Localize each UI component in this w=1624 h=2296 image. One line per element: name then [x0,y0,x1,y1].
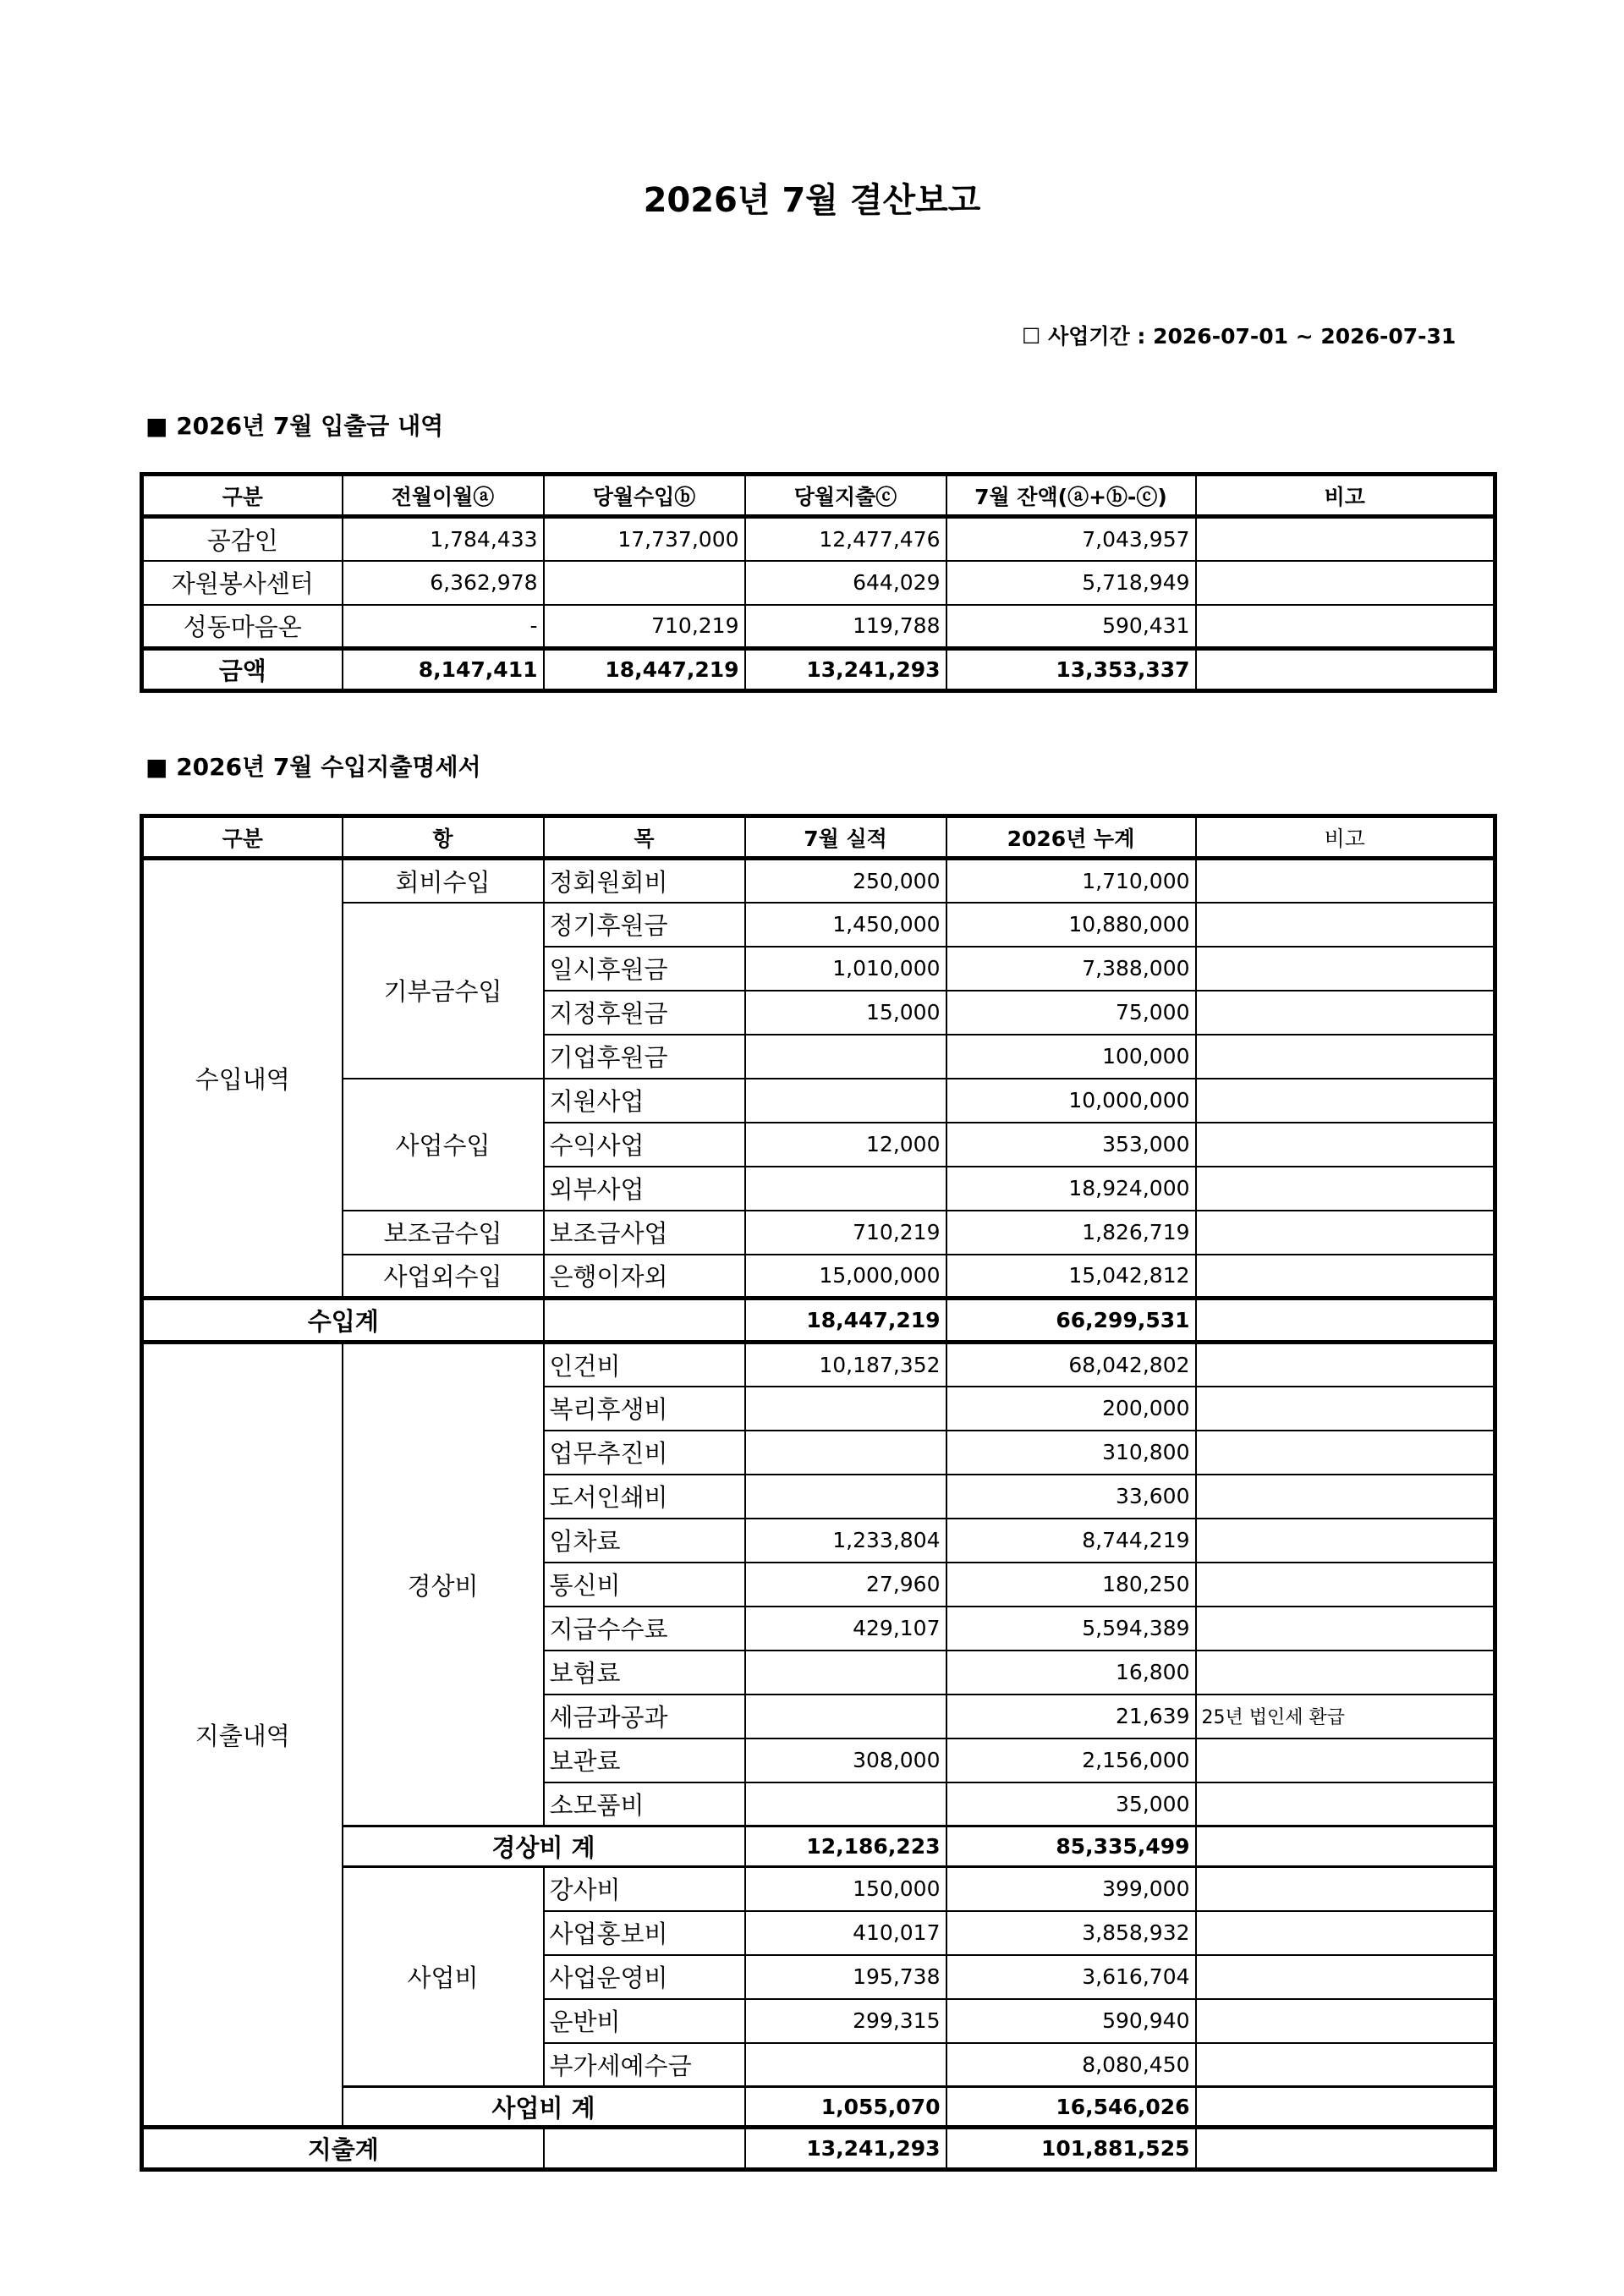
item-group: 회비수입 [343,859,544,903]
column-header: 7월 잔액(ⓐ+ⓑ-ⓒ) [946,475,1196,517]
sub-item: 인건비 [544,1343,745,1387]
month-amount: 710,219 [745,1211,946,1255]
amount-cell: 5,718,949 [946,561,1196,605]
cumulative-amount: 8,080,450 [946,2043,1196,2087]
table-header-row [142,475,1495,517]
item-group: 기부금수입 [343,903,544,1079]
cumulative-amount: 3,858,932 [946,1911,1196,1955]
month-amount: 15,000,000 [745,1255,946,1299]
cumulative-amount: 15,042,812 [946,1255,1196,1299]
note-cell [1196,1387,1495,1431]
note-cell [1196,1563,1495,1607]
expense-total-cumulative: 101,881,525 [946,2128,1196,2170]
sub-item: 지정후원금 [544,991,745,1035]
month-amount [745,1035,946,1079]
section2-heading: ■ 2026년 7월 수입지출명세서 [145,753,481,781]
cumulative-amount: 1,826,719 [946,1211,1196,1255]
cumulative-amount: 33,600 [946,1475,1196,1519]
amount-cell: 12,477,476 [745,517,946,561]
cumulative-amount: 68,042,802 [946,1343,1196,1387]
note-cell [1196,859,1495,903]
note-cell [1196,947,1495,991]
month-amount [745,1475,946,1519]
month-amount [745,1782,946,1826]
note-cell [1196,1431,1495,1475]
section1-heading: ■ 2026년 7월 입출금 내역 [145,412,444,440]
item-group: 사업수입 [343,1079,544,1211]
subtotal-row [142,1826,1495,1867]
note-cell [1196,1079,1495,1123]
month-amount [745,1695,946,1738]
amount-cell [544,561,745,605]
month-amount: 1,233,804 [745,1519,946,1563]
table-row [142,1211,1495,1255]
cumulative-amount: 21,639 [946,1695,1196,1738]
month-amount [745,1651,946,1695]
cumulative-amount: 180,250 [946,1563,1196,1607]
sub-item: 소모품비 [544,1782,745,1826]
month-amount [745,1167,946,1211]
column-header: 전월이월ⓐ [343,475,544,517]
table-row [142,605,1495,649]
note-cell [1196,1255,1495,1299]
business-period: ☐ 사업기간 : 2026-07-01 ~ 2026-07-31 [1022,324,1457,349]
empty-cell [1196,1826,1495,1867]
sub-item: 보조금사업 [544,1211,745,1255]
income-total-label: 수입계 [142,1299,544,1343]
table-row [142,1343,1495,1387]
income-total-month: 18,447,219 [745,1299,946,1343]
note-cell [1196,1035,1495,1079]
note-cell [1196,1519,1495,1563]
cumulative-amount: 2,156,000 [946,1738,1196,1782]
amount-cell [1196,605,1495,649]
sub-item: 지급수수료 [544,1607,745,1651]
cumulative-amount: 18,924,000 [946,1167,1196,1211]
sub-item: 부가세예수금 [544,2043,745,2087]
total-amount: 13,241,293 [745,649,946,691]
cumulative-amount: 35,000 [946,1782,1196,1826]
total-amount: 13,353,337 [946,649,1196,691]
month-amount: 250,000 [745,859,946,903]
income-expense-table [140,814,1497,2172]
expense-total-row [142,2128,1495,2170]
amount-cell: 1,784,433 [343,517,544,561]
row-label: 자원봉사센터 [142,561,343,605]
amount-cell: 644,029 [745,561,946,605]
note-cell [1196,1955,1495,1999]
amount-cell [1196,561,1495,605]
sub-item: 운반비 [544,1999,745,2043]
cumulative-amount: 10,000,000 [946,1079,1196,1123]
sub-item: 기업후원금 [544,1035,745,1079]
amount-cell: 6,362,978 [343,561,544,605]
sub-item: 세금과공과 [544,1695,745,1738]
month-amount: 299,315 [745,1999,946,2043]
sub-item: 사업홍보비 [544,1911,745,1955]
sub-item: 보험료 [544,1651,745,1695]
amount-cell [1196,517,1495,561]
row-label: 공감인 [142,517,343,561]
note-cell [1196,1738,1495,1782]
empty-cell [1196,2087,1495,2128]
item-group: 보조금수입 [343,1211,544,1255]
sub-item: 업무추진비 [544,1431,745,1475]
note-cell [1196,903,1495,947]
subtotal-row [142,2087,1495,2128]
cumulative-amount: 399,000 [946,1867,1196,1911]
note-cell [1196,1343,1495,1387]
table-row [142,859,1495,903]
amount-cell: 17,737,000 [544,517,745,561]
cumulative-amount: 1,710,000 [946,859,1196,903]
note-cell [1196,1867,1495,1911]
month-amount [745,1387,946,1431]
month-amount: 27,960 [745,1563,946,1607]
note-cell [1196,1607,1495,1651]
subtotal-cumulative: 16,546,026 [946,2087,1196,2128]
total-label: 금액 [142,649,343,691]
note-cell [1196,1782,1495,1826]
amount-cell: - [343,605,544,649]
column-header: 비고 [1196,475,1495,517]
sub-item: 외부사업 [544,1167,745,1211]
table-row [142,903,1495,947]
note-cell [1196,1911,1495,1955]
total-amount [1196,649,1495,691]
table-row [142,561,1495,605]
empty-cell [1196,1299,1495,1343]
note-cell [1196,1999,1495,2043]
note-cell [1196,1651,1495,1695]
income-category: 수입내역 [142,859,343,1299]
table-row [142,1255,1495,1299]
month-amount [745,1079,946,1123]
note-cell [1196,1475,1495,1519]
sub-item: 정회원회비 [544,859,745,903]
month-amount: 12,000 [745,1123,946,1167]
table-row [142,1867,1495,1911]
note-cell [1196,1211,1495,1255]
column-header: 항 [343,816,544,859]
cumulative-amount: 590,940 [946,1999,1196,2043]
sub-item: 사업운영비 [544,1955,745,1999]
subtotal-cumulative: 85,335,499 [946,1826,1196,1867]
cumulative-amount: 8,744,219 [946,1519,1196,1563]
amount-cell: 710,219 [544,605,745,649]
empty-cell [544,1299,745,1343]
empty-cell [1196,2128,1495,2170]
cumulative-amount: 16,800 [946,1651,1196,1695]
sub-item: 수익사업 [544,1123,745,1167]
expense-total-month: 13,241,293 [745,2128,946,2170]
income-total-cumulative: 66,299,531 [946,1299,1196,1343]
note-cell [1196,2043,1495,2087]
column-header: 구분 [142,816,343,859]
note-cell [1196,1123,1495,1167]
month-amount: 150,000 [745,1867,946,1911]
column-header: 구분 [142,475,343,517]
item-group: 사업비 [343,1867,544,2087]
sub-item: 임차료 [544,1519,745,1563]
sub-item: 은행이자외 [544,1255,745,1299]
item-group: 경상비 [343,1343,544,1826]
sub-item: 강사비 [544,1867,745,1911]
column-header: 비고 [1196,816,1495,859]
page-title: 2026년 7월 결산보고 [643,181,981,220]
item-group: 사업외수입 [343,1255,544,1299]
total-amount: 18,447,219 [544,649,745,691]
income-total-row [142,1299,1495,1343]
column-header: 당월지출ⓒ [745,475,946,517]
column-header: 목 [544,816,745,859]
month-amount: 1,010,000 [745,947,946,991]
table-header-row [142,816,1495,859]
cumulative-amount: 100,000 [946,1035,1196,1079]
month-amount: 15,000 [745,991,946,1035]
subtotal-month: 12,186,223 [745,1826,946,1867]
sub-item: 복리후생비 [544,1387,745,1431]
note-cell: 25년 법인세 환급 [1196,1695,1495,1738]
column-header: 7월 실적 [745,816,946,859]
cumulative-amount: 353,000 [946,1123,1196,1167]
sub-item: 정기후원금 [544,903,745,947]
cumulative-amount: 5,594,389 [946,1607,1196,1651]
column-header: 2026년 누계 [946,816,1196,859]
table-row [142,517,1495,561]
month-amount [745,1431,946,1475]
month-amount [745,2043,946,2087]
row-label: 성동마음온 [142,605,343,649]
table-row [142,1079,1495,1123]
sub-item: 통신비 [544,1563,745,1607]
cumulative-amount: 310,800 [946,1431,1196,1475]
month-amount: 429,107 [745,1607,946,1651]
subtotal-label: 경상비 계 [343,1826,745,1867]
column-header: 당월수입ⓑ [544,475,745,517]
month-amount: 195,738 [745,1955,946,1999]
amount-cell: 119,788 [745,605,946,649]
month-amount: 308,000 [745,1738,946,1782]
sub-item: 일시후원금 [544,947,745,991]
month-amount: 10,187,352 [745,1343,946,1387]
cumulative-amount: 200,000 [946,1387,1196,1431]
amount-cell: 7,043,957 [946,517,1196,561]
cumulative-amount: 10,880,000 [946,903,1196,947]
expense-category: 지출내역 [142,1343,343,2128]
sub-item: 보관료 [544,1738,745,1782]
sub-item: 지원사업 [544,1079,745,1123]
sub-item: 도서인쇄비 [544,1475,745,1519]
subtotal-month: 1,055,070 [745,2087,946,2128]
cumulative-amount: 3,616,704 [946,1955,1196,1999]
expense-total-label: 지출계 [142,2128,544,2170]
total-row [142,649,1495,691]
cumulative-amount: 7,388,000 [946,947,1196,991]
subtotal-label: 사업비 계 [343,2087,745,2128]
note-cell [1196,1167,1495,1211]
month-amount: 410,017 [745,1911,946,1955]
amount-cell: 590,431 [946,605,1196,649]
note-cell [1196,991,1495,1035]
cashflow-table [140,472,1497,693]
cumulative-amount: 75,000 [946,991,1196,1035]
total-amount: 8,147,411 [343,649,544,691]
empty-cell [544,2128,745,2170]
month-amount: 1,450,000 [745,903,946,947]
